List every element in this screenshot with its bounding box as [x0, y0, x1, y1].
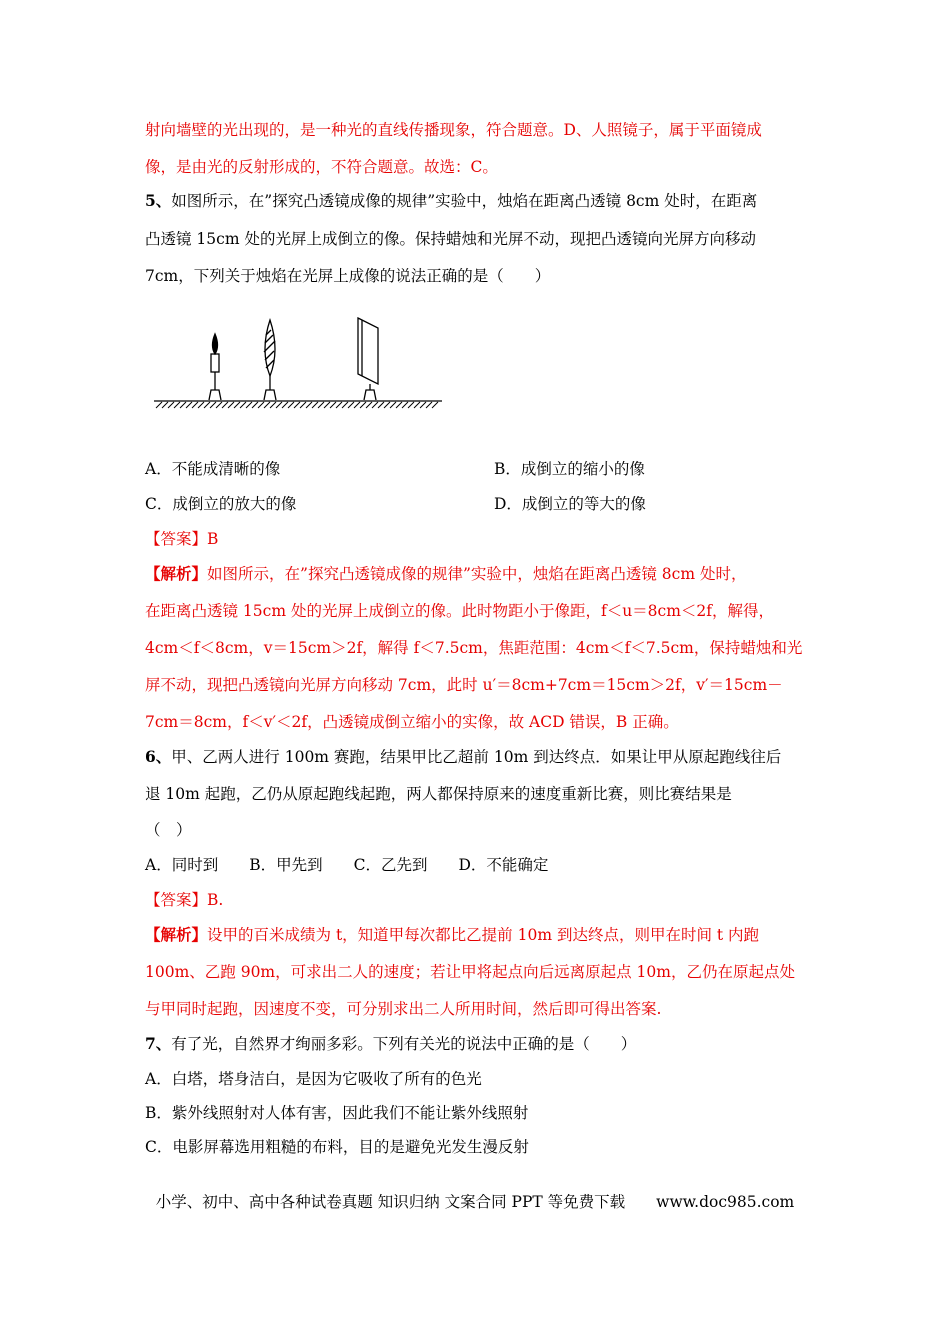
- q6-analysis-tag: 【解析】: [145, 925, 208, 944]
- q6-analysis-line-1: [145, 925, 759, 945]
- q5-number: 5、: [145, 191, 172, 210]
- q7-text-1: 有了光，自然界才绚丽多彩。下列有关光的说法中正确的是（ ）: [171, 1035, 637, 1053]
- page-footer: 小学、初中、高中各种试卷真题 知识归纳 文案合同 PPT 等免费下载 www.doc985.com: [155, 1193, 795, 1211]
- q7-stem-line-1: [145, 1034, 636, 1054]
- intro-line-1: 射向墙壁的光出现的，是一种光的直线传播现象，符合题意。D、人照镜子，属于平面镜成: [145, 121, 762, 139]
- optical-bench-figure: [152, 312, 444, 412]
- q5-option-d: D．成倒立的等大的像: [494, 495, 646, 513]
- q7-option-b: B．紫外线照射对人体有害，因此我们不能让紫外线照射: [145, 1104, 529, 1122]
- q6-analysis-line-2: 100m、乙跑 90m，可求出二人的速度；若让甲将起点向后远离原起点 10m，乙仍在原起点处: [145, 963, 795, 981]
- q5-analysis-tag: 【解析】: [145, 564, 208, 583]
- q5-analysis-text-1: 如图所示，在”探究凸透镜成像的规律”实验中，烛焰在距离凸透镜 8cm 处时，: [207, 565, 747, 583]
- q7-option-c: C．电影屏幕选用粗糙的布料，目的是避免光发生漫反射: [145, 1138, 529, 1156]
- q6-analysis-line-3: 与甲同时起跑，因速度不变，可分别求出二人所用时间，然后即可得出答案.: [145, 1000, 662, 1018]
- q6-number: 6、: [145, 747, 172, 766]
- q6-text-1: 甲、乙两人进行 100m 赛跑，结果甲比乙超前 10m 到达终点．如果让甲从原起跑线往后: [171, 748, 782, 766]
- q5-stem-line-2: 凸透镜 15cm 处的光屏上成倒立的像。保持蜡烛和光屏不动，现把凸透镜向光屏方向移动: [145, 230, 756, 248]
- q6-stem-line-2: 退 10m 起跑，乙仍从原起跑线起跑，两人都保持原来的速度重新比赛，则比赛结果是: [145, 785, 732, 803]
- q6-answer: 【答案】B.: [145, 891, 224, 909]
- candle-icon: [209, 334, 221, 400]
- q5-analysis-line-1: [145, 564, 746, 584]
- q5-answer: 【答案】B: [145, 530, 219, 548]
- bench-hatch: [156, 402, 438, 408]
- q5-option-c: C．成倒立的放大的像: [145, 495, 297, 513]
- q6-analysis-text-1: 设甲的百米成绩为 t，知道甲每次都比乙提前 10m 到达终点，则甲在时间 t 内跑: [207, 926, 760, 944]
- q6-stem-line-3: （ ）: [145, 821, 192, 839]
- light-screen-icon: [358, 318, 378, 400]
- q6-stem-line-1: [145, 747, 781, 767]
- q5-analysis-line-4: 屏不动，现把凸透镜向光屏方向移动 7cm，此时 u′＝8cm+7cm＝15cm＞2f，v′＝15cm－: [145, 676, 783, 694]
- q5-analysis-line-2: 在距离凸透镜 15cm 处的光屏上成倒立的像。此时物距小于像距，f＜u＝8cm＜2f，解得，: [145, 602, 775, 620]
- q5-stem-line-1: [145, 191, 757, 211]
- intro-line-2: 像，是由光的反射形成的，不符合题意。故选：C。: [145, 158, 498, 176]
- q5-analysis-line-5: 7cm＝8cm，f＜v′＜2f，凸透镜成倒立缩小的实像，故 ACD 错误，B 正确。: [145, 713, 679, 731]
- q5-option-b: B．成倒立的缩小的像: [494, 460, 645, 478]
- q5-stem-line-3: 7cm，下列关于烛焰在光屏上成像的说法正确的是（ ）: [145, 267, 551, 285]
- q7-option-a: A．白塔，塔身洁白，是因为它吸收了所有的色光: [145, 1070, 482, 1088]
- q5-text-1: 如图所示，在”探究凸透镜成像的规律”实验中，烛焰在距离凸透镜 8cm 处时，在距离: [171, 192, 758, 210]
- q5-option-a: A．不能成清晰的像: [145, 460, 281, 478]
- q5-analysis-line-3: 4cm＜f＜8cm，v＝15cm＞2f，解得 f＜7.5cm，焦距范围：4cm＜f＜7.5cm，保持蜡烛和光: [145, 639, 803, 657]
- q7-number: 7、: [145, 1034, 172, 1053]
- convex-lens-icon: [264, 320, 276, 400]
- q6-options: A．同时到 B．甲先到 C．乙先到 D．不能确定: [145, 856, 549, 874]
